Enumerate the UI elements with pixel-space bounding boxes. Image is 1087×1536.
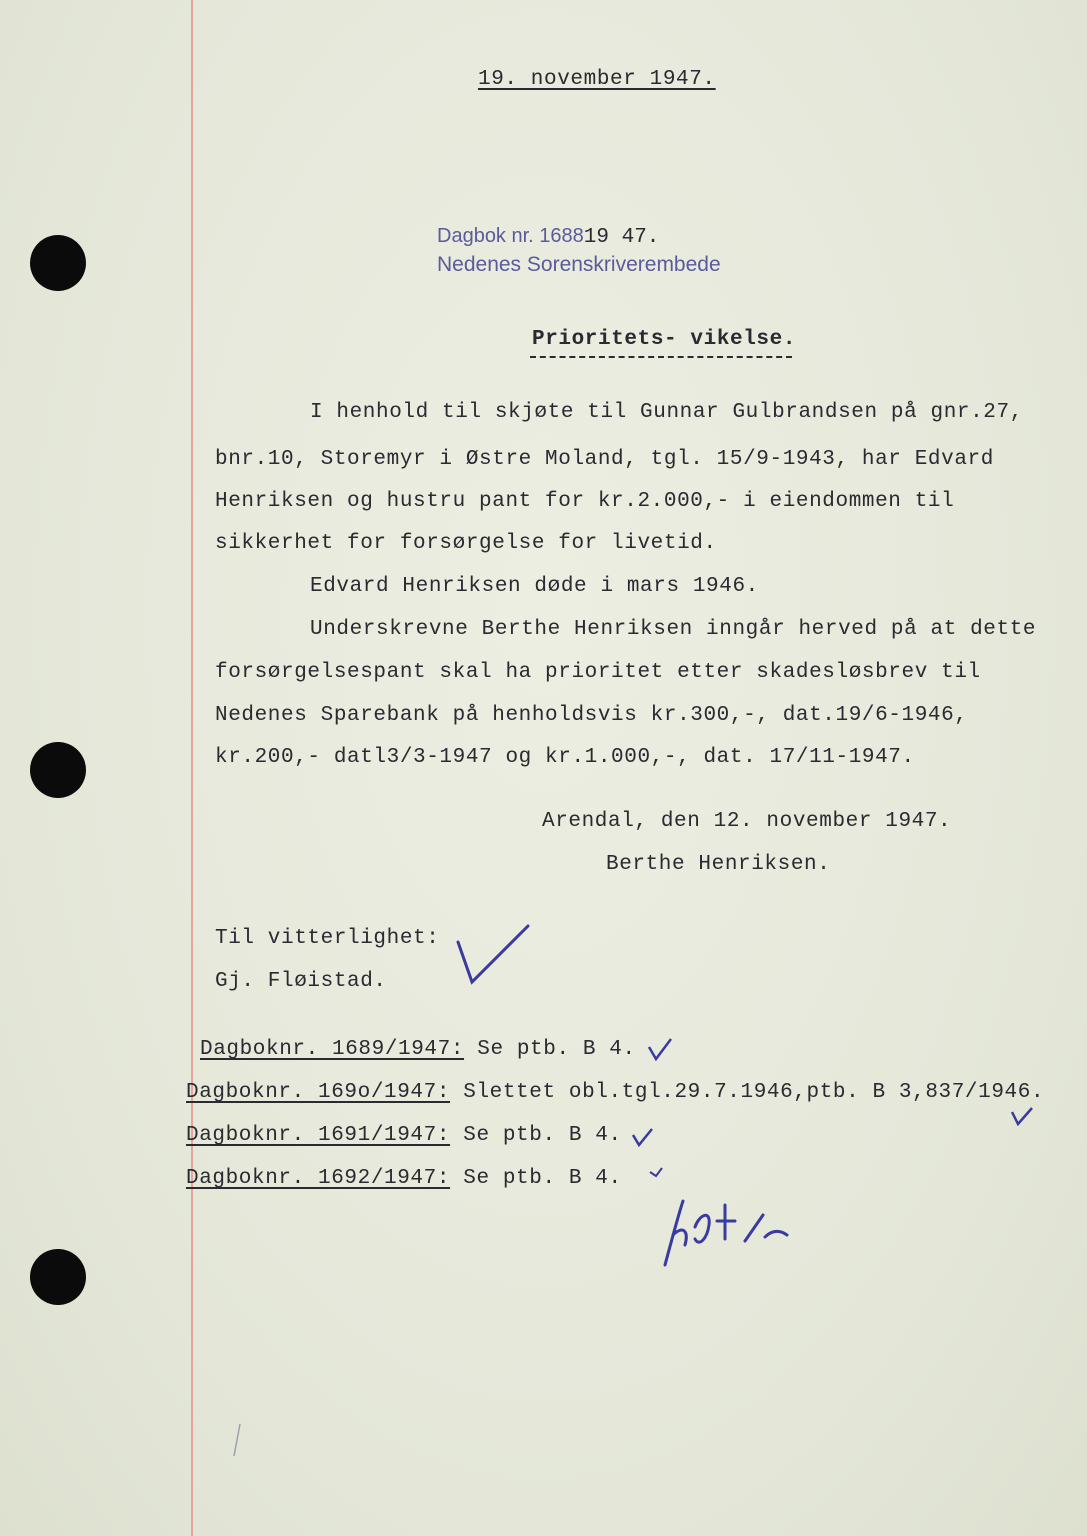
entry-text: Se ptb. B 4. xyxy=(463,1124,622,1147)
tick-mark-icon xyxy=(1008,1102,1036,1130)
entry-id: Dagboknr. 1691/1947: xyxy=(186,1124,451,1147)
entry-text: Slettet obl.tgl.29.7.1946,ptb. B 3,837/1946. xyxy=(463,1081,1045,1104)
punch-hole-bottom xyxy=(30,1249,86,1305)
place-date: Arendal, den 12. november 1947. xyxy=(542,810,952,833)
entry-row-4 xyxy=(186,1167,622,1190)
tick-mark-icon xyxy=(630,1125,656,1149)
witness-name: Gj. Fløistad. xyxy=(215,970,387,993)
entry-text: Se ptb. B 4. xyxy=(463,1167,622,1190)
entry-row-2 xyxy=(186,1081,1044,1104)
witness-check-mark-icon xyxy=(450,920,540,990)
title-underline xyxy=(530,356,792,358)
body-line-7: forsørgelsespant skal ha prioritet etter skadesløsbrev til xyxy=(215,661,981,684)
entry-id: Dagboknr. 1689/1947: xyxy=(200,1038,465,1061)
entry-row-1 xyxy=(200,1038,636,1061)
stamp-line1: Dagbok nr. 1688 xyxy=(437,225,584,247)
signatory-name: Berthe Henriksen. xyxy=(606,853,831,876)
witness-label: Til vitterlighet: xyxy=(215,927,440,950)
tick-mark-icon xyxy=(645,1035,675,1065)
entry-row-3 xyxy=(186,1124,622,1147)
entry-text: Se ptb. B 4. xyxy=(477,1038,636,1061)
tick-mark-icon xyxy=(646,1160,666,1180)
stamp-line1-tail: 19 47. xyxy=(583,226,660,249)
entry-id: Dagboknr. 169o/1947: xyxy=(186,1081,451,1104)
body-line-9: kr.200,- datl3/3-1947 og kr.1.000,-, dat. 17/11-1947. xyxy=(215,746,915,769)
body-line-1: I henhold til skjøte til Gunnar Gulbrandsen på gnr.27, xyxy=(310,401,1023,424)
margin-rule xyxy=(191,0,193,1536)
body-line-6: Underskrevne Berthe Henriksen inngår herved på at dette xyxy=(310,618,1037,641)
body-line-5: Edvard Henriksen døde i mars 1946. xyxy=(310,575,759,598)
body-line-8: Nedenes Sparebank på henholdsvis kr.300,-, dat.19/6-1946, xyxy=(215,704,968,727)
pencil-stroke-icon xyxy=(228,1420,248,1460)
initials-signature-icon xyxy=(655,1195,805,1275)
body-line-2: bnr.10, Storemyr i Østre Moland, tgl. 15/9-1943, har Edvard xyxy=(215,448,994,471)
document-title: Prioritets- vikelse. xyxy=(532,328,797,351)
stamp-office: Nedenes Sorenskriverembede xyxy=(437,253,721,276)
stamp-dagbok-number xyxy=(437,225,659,249)
punch-hole-top xyxy=(30,235,86,291)
punch-hole-middle xyxy=(30,742,86,798)
header-date: 19. november 1947. xyxy=(478,68,716,91)
entry-id: Dagboknr. 1692/1947: xyxy=(186,1167,451,1190)
body-line-3: Henriksen og hustru pant for kr.2.000,- i eiendommen til xyxy=(215,490,955,513)
body-line-4: sikkerhet for forsørgelse for livetid. xyxy=(215,532,717,555)
